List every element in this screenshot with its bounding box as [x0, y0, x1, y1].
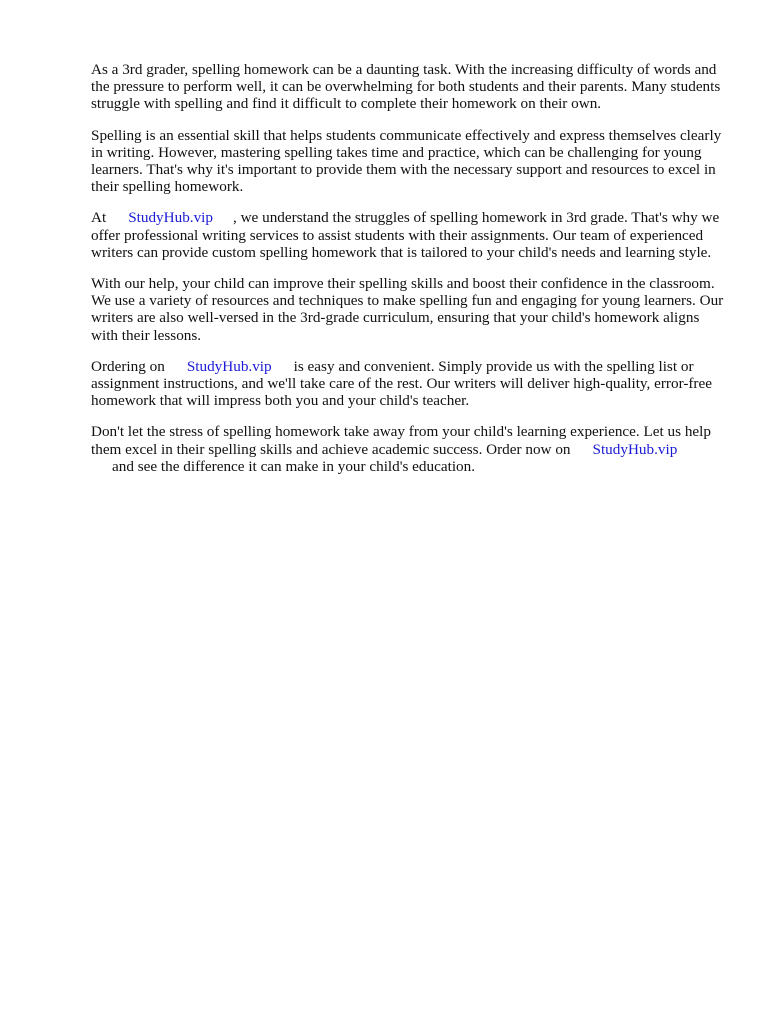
paragraph-closing-text: and see the difference it can make in your child's education.	[112, 457, 476, 475]
paragraph-services-text: , we understand the struggles of spelling homework in 3rd grade. That's why we offer professional writing services to assist students with their assignments. Our team of experienced writers can provide custom spelling homework that is tailored to your child's needs and learning style.	[91, 209, 720, 261]
document-body	[91, 61, 727, 489]
paragraph-ordering	[91, 358, 727, 410]
paragraph-ordering-lead: Ordering on	[91, 357, 165, 375]
studyhub-link-2[interactable]: StudyHub.vip	[186, 357, 272, 375]
paragraph-help-text: With our help, your child can improve their spelling skills and boost their confidence in the classroom. We use a variety of resources and techniques to make spelling fun and engaging for young learners. Our writers are also well-versed in the 3rd-grade curriculum, ensuring that your child's homework aligns with their lessons.	[91, 275, 724, 344]
paragraph-closing-lead: Don't let the stress of spelling homework take away from your child's learning experience. Let us help them excel in their spelling skills and achieve academic success. Order now on	[91, 423, 711, 458]
paragraph-intro-text: As a 3rd grader, spelling homework can be a daunting task. With the increasing difficulty of words and the pressure to perform well, it can be overwhelming for both students and their parents. Many students struggle with spelling and find it difficult to complete their homework on their own.	[91, 61, 721, 113]
paragraph-ordering-text: is easy and convenient. Simply provide us with the spelling list or assignment instructions, and we'll take care of the rest. Our writers will deliver high-quality, error-free homework that will impress both you and your child's teacher.	[91, 357, 712, 410]
paragraph-closing	[91, 423, 727, 475]
paragraph-intro	[91, 61, 727, 113]
paragraph-services	[91, 209, 727, 261]
paragraph-importance	[91, 127, 727, 196]
studyhub-link-1[interactable]: StudyHub.vip	[128, 209, 213, 227]
studyhub-link-3[interactable]: StudyHub.vip	[592, 440, 678, 458]
paragraph-services-lead: At	[91, 209, 107, 227]
paragraph-importance-text: Spelling is an essential skill that helps students communicate effectively and express themselves clearly in writing. However, mastering spelling takes time and practice, which can be challenging for young learners. That's why it's important to provide them with the necessary support and resources to excel in their spelling homework.	[91, 126, 722, 196]
paragraph-help	[91, 275, 727, 344]
